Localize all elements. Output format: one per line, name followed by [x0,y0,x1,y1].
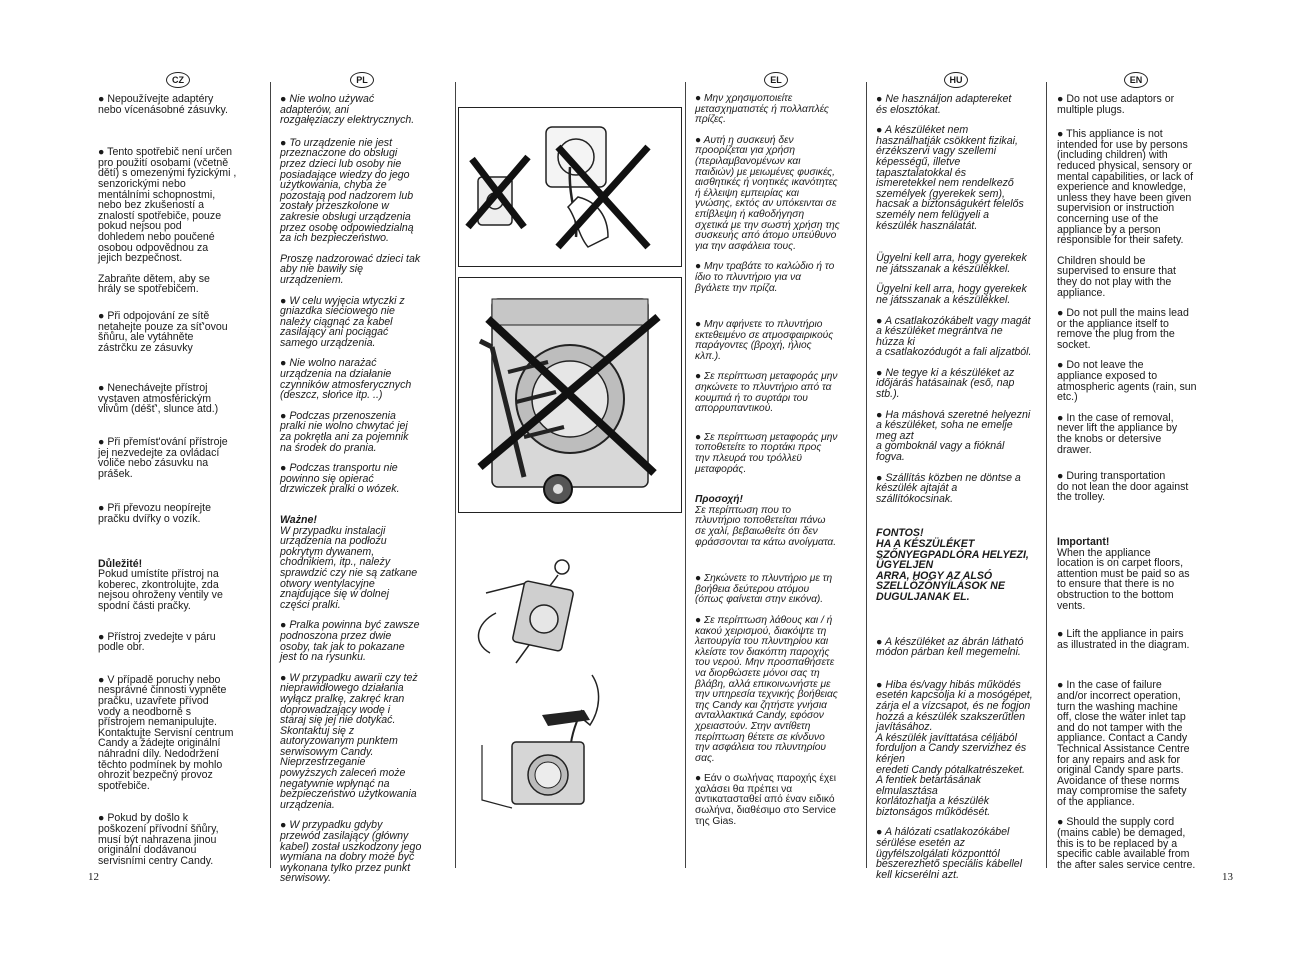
paragraph: ● Tento spotřebič není určen pro použití osobami (včetně dětí) s omezenými fyzickými , senzorickými nebo mentálními schopnostmi, nebo bez zkušeností a znalostí spotřebiče, pouze pokud nejsou pod dohledem nebo poučené osobou odpovědnou za jejich bezpečnost. [98,146,237,265]
paragraph: ● Ne használjon adaptereket és elosztókat. [876,93,1012,116]
paragraph: Ügyelni kell arra, hogy gyerekek ne játsszanak a készülékkel. [876,283,1027,306]
paragraph: ● In the case of failure and/or incorrect operation, turn the washing machine off, close the water inlet tap and do not tamper with the appliance. Contact a Candy Technical Assistance Centre for any repairs and ask for original Candy spare parts. Avoidance of these norms may compromise the safety of the appliance. [1057,679,1190,808]
paragraph: ● Nie wolno narażać urządzenia na działanie czynników atmosferycznych (deszcz, słońce itp. ..) [280,357,412,402]
paragraph: ● Nenechávejte přístroj vystaven atmosférickým vlivům (déšť', slunce atd.) [98,382,219,416]
paragraph: ● During transportation do not lean the door against the trolley. [1057,470,1189,504]
paragraph: ● Μην τραβάτε το καλώδιο ή το ίδιο το πλυντήριο για να βγάλετε την πρίζα. [695,261,835,294]
paragraph: Ügyelni kell arra, hogy gyerekek ne játsszanak a készülékkel. [876,252,1027,275]
paragraph: ● Při převozu neopírejte pračku dvířky o vozík. [98,502,211,526]
paragraph: ● Μην χρησιμοποιείτε μετασχηματιστές ή πολλαπλές πρίζες. [695,93,829,126]
page-number-right: 13 [1222,871,1233,883]
paragraph: ● Při přemíst'ování přístroje jej nezvedejte za ovládací voliče nebo zásuvku na prášek. [98,436,228,480]
paragraph: ● A csatlakozókábelt vagy magát a készüléket megrántva ne húzza ki a csatlakozódugót a fali aljzatból. [876,314,1032,359]
badge-cz: CZ [166,72,190,88]
divider [1046,82,1047,868]
paragraph: ● W przypadku awarii czy też nieprawidłowego działania wyłącz pralkę, zakręć kran doprowadzający wodę i staraj się jej nie dotykać. Skontaktuj się z autoryzowanym punktem serwisowym Candy. Nieprzestrzeganie powyższych zaleceń może negatywnie wpłynąć na bezpieczeństwo użytkowania urządzenia. [280,671,418,811]
paragraph: ● Při odpojování ze sítě netahejte pouze za síť'ovou šňůru, ale vytáhněte zástrčku ze zásuvky [98,309,228,354]
divider [270,82,271,868]
paragraph: Important! When the appliance location is on carpet floors, attention must be paid so as to ensure that there is no obstruction to the bottom vents. [1057,536,1190,612]
paragraph: ● Nie wolno używać adapterów, ani rozgałęziaczy elektrycznych. [280,93,415,127]
paragraph: ● Σε περίπτωση λάθους και / ή κακού χειρισμού, διακόψτε τη λειτουργία του πλυντηρίου και κλείστε τον διακόπτη παροχής του νερού. Μην προσπαθήσετε να διορθώσετε μόνοι σας τη βλάβη, αλλά επικοινωνήστε με την υπηρεσία τεχνικής βοήθειας της Candy και ζητήστε γνήσια ανταλλακτικά Candy, εφόσον χρειαστούν. Στην αντίθετη περίπτωση θέτετε σε κίνδυνο την ασφάλεια του πλυντηρίου σας. [695,614,838,764]
paragraph: ● In the case of removal, never lift the appliance by the knobs or detersive drawer. [1057,411,1178,456]
column-el [695,94,863,827]
figure-trolley [458,277,682,513]
page-number-left: 12 [88,871,99,883]
paragraph: ● To urządzenie nie jest przeznaczone do obsługi przez dzieci lub osoby nie posiadające wiedzy do jego użytkowania, chyba że pozostają pod nadzorem lub zostały przeszkolone w zakresie obsługi urządzenia przez osobę odpowiedzialną za ich bezpieczeństwo. [280,136,414,245]
paragraph: Children should be supervised to ensure that they do not play with the appliance. [1057,254,1176,299]
paragraph: Důležité! Pokud umístíte přístroj na koberec, zkontrolujte, zda nejsou ohroženy ventily ve spodní části pračky. [98,557,223,612]
paragraph: ● Hiba és/vagy hibás működés esetén kapcsolja ki a mosógépet, zárja el a vízcsapot, és ne fogjon hozzá a készülék szakszerűtlen javításához. A készülék javíttatása céljából forduljon a Candy szervizhez és kérjen eredeti Candy pótalkatrészeket. A fentiek betartásának elmulasztása korlátozhatja a készülék biztonságos működését. [876,678,1033,818]
paragraph: ● W przypadku gdyby przewód zasilający (główny kabel) został uszkodzony jego wymiana na dobry może być wykonana tylko przez punkt serwisowy. [280,819,422,885]
paragraph: ● Podczas transportu nie powinno się opierać drzwiczek pralki o wózek. [280,462,400,496]
paragraph: ● Nepoužívejte adaptéry nebo vícenásobné zásuvky. [98,93,228,116]
paragraph: ● Lift the appliance in pairs as illustrated in the diagram. [1057,628,1190,651]
badge-hu: HU [944,72,968,88]
divider [455,82,456,868]
paragraph: ● This appliance is not intended for use by persons (including children) with reduced physical, sensory or mental capabilities, or lack of experience and knowledge, unless they have been given supervision or instruction concerning use of the appliance by a person responsible for their safety. [1057,128,1194,247]
paragraph: ● Μην αφήνετε το πλυντήριο εκτεθειμένο σε ατμοσφαιρικούς παράγοντες (βροχή, ήλιος κλπ.). [695,319,834,362]
paragraph: ● Αυτή η συσκευή δεν προορίζεται για χρήση (περιλαμβανομένων και παιδιών) με μειωμένες φυσικές, αισθητικές ή νοητικές ικανότητες ή έλλειψη εμπειρίας και γνώσης, εκτός αν υπόκεινται σε επίβλεψη ή καθοδήγηση σχετικά με την σωστή χρήση της συσκευής από άτομο υπεύθυνο για την ασφάλεια τους. [695,134,840,252]
divider [685,82,686,868]
paragraph: ● Σε περίπτωση μεταφοράς μην σηκώνετε το πλυντήριο από τα κουμπιά ή το συρτάρι του απορρυπαντικού. [695,371,838,415]
paragraph: ● Should the supply cord (mains cable) be demaged, this is to be replaced by a specific cable available from the after sales service centre. [1057,816,1196,871]
paragraph: ● A hálózati csatlakozókábel sérülése esetén az ügyfélszolgálati központtól beszerezhető speciális kábellel kell kicserélni azt. [876,826,1023,881]
paragraph: ● Do not leave the appliance exposed to atmospheric agents (rain, sun etc.) [1057,359,1197,404]
column-cz [98,94,266,866]
paragraph: Προσοχή! Σε περίπτωση που το πλυντήριο τοποθετείται πάνω σε χαλί, βεβαιωθείτε ότι δεν φράσσονται τα κάτω ανοίγματα. [695,494,837,548]
column-hu [876,94,1044,880]
paragraph: Ważne! W przypadku instalacji urządzenia na podłożu pokrytym dywanem, chodnikiem, itp., należy sprawdzić czy nie są zatkane otwory wentylacyjne znajdujące się w dolnej części pralki. [280,514,418,611]
paragraph: ● Εάν ο σωλήνας παροχής έχει χαλάσει θα πρέπει να αντικατασταθεί από έναν ειδικό σωλήνα, διαθέσιμο στο Service της Gias. [695,773,837,827]
paragraph: ● Do not pull the mains lead or the appliance itself to remove the plug from the socket. [1057,307,1189,351]
figure-lifting [466,553,616,668]
paragraph: ● Do not use adaptors or multiple plugs. [1057,93,1175,116]
paragraph: ● Σε περίπτωση μεταφοράς μην τοποθετείτε το πορτάκι προς την πλευρά του τρόλλεϋ μεταφοράς. [695,431,838,475]
figure-plug-adaptor [458,107,682,267]
column-pl [280,94,450,884]
column-en [1057,94,1225,870]
paragraph: ● Pralka powinna być zawsze podnoszona przez dwie osoby, tak jak to pokazane jest to na rysunku. [280,619,420,664]
paragraph: ● V případě poruchy nebo nesprávné činnosti vypněte pračku, uzavřete přívod vody a neodborně s přístrojem nemanipulujte. Kontaktujte Servisní centrum Candy a žádejte originální náhradní díly. Nedodržení těchto podmínek by mohlo ohrozit bezpečný provoz spotřebiče. [98,673,234,792]
paragraph: ● Ha máshová szeretné helyezni a készüléket, soha ne emelje meg azt a gomboknál vagy a fióknál fogva. [876,408,1031,464]
paragraph: ● W celu wyjęcia wtyczki z gniazdka sieciowego nie należy ciągnąć za kabel zasilający ani pociągać samego urządzenia. [280,294,405,349]
paragraph: ● Přístroj zvedejte v páru podle obr. [98,630,216,654]
paragraph: FONTOS! HA A KÉSZÜLÉKET SZŐNYEGPADLÓRA HELYEZI, ÜGYELJEN ARRA, HOGY AZ ALSÓ SZELLŐZŐNYÍLÁSOK NE DUGULJANAK EL. [876,527,1029,603]
paragraph: ● Σηκώνετε το πλυντήριο με τη βοήθεια δεύτερου ατόμου (όπως φαίνεται στην εικόνα). [695,573,833,606]
badge-en: EN [1124,72,1148,88]
paragraph: ● A készüléket az ábrán látható módon párban kell megemelni. [876,635,1024,659]
divider [866,82,867,868]
badge-pl: PL [350,72,374,88]
paragraph: ● Pokud by došlo k poškození přívodní šňůry, musí být nahrazena jinou originální dodávanou servisními centry Candy. [98,812,219,867]
figure-tap-machine [472,670,622,810]
paragraph: Proszę nadzorować dzieci tak aby nie bawiły się urządzeniem. [280,252,421,286]
paragraph: ● A készüléket nem használhatják csökkent fizikai, érzékszervi vagy szellemi képességű, illetve tapasztalatokkal és ismeretekkel nem rendelkező személyek (gyerekek sem), hacsak a biztonságukért felelős személy nem felügyeli a készülék használatát. [876,124,1024,232]
paragraph: ● Ne tegye ki a készüléket az időjárás hatásainak (eső, nap stb.). [876,366,1015,401]
paragraph: ● Szállítás közben ne döntse a készülék ajtaját a szállítókocsinak. [876,471,1021,505]
badge-el: EL [764,72,788,88]
paragraph: Zabraňte dětem, aby se hrály se spotřebičem. [98,272,210,296]
paragraph: ● Podczas przenoszenia pralki nie wolno chwytać jej za pokrętła ani za pojemnik na środek do prania. [280,409,409,454]
